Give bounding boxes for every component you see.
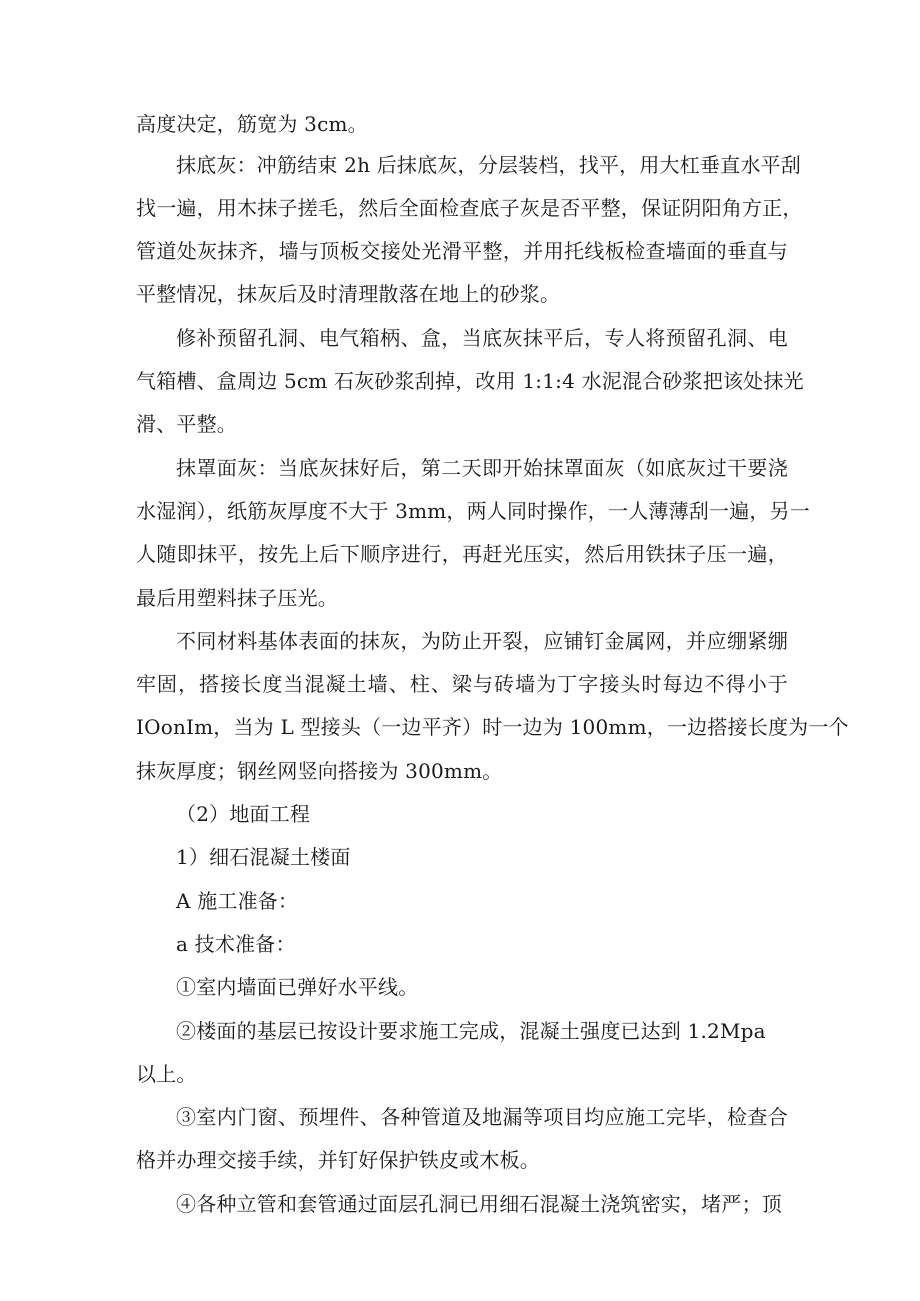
text-line: 最后用塑料抹子压光。 (136, 586, 338, 610)
text-line: 抹灰厚度；钢丝网竖向搭接为 300mm。 (136, 759, 503, 783)
item-heading: a 技术准备： (176, 932, 296, 956)
text-line: 找一遍，用木抹子搓毛，然后全面检查底子灰是否平整，保证阴阳角方正， (136, 196, 803, 220)
text-line: 格并办理交接手续，并钉好保护铁皮或木板。 (136, 1148, 540, 1172)
text-line: 滑、平整。 (136, 412, 237, 436)
text-line: 气箱槽、盒周边 5cm 石灰砂浆刮掉，改用 1:1:4 水泥混合砂浆把该处抹光 (136, 369, 804, 393)
text-line: 抹底灰：冲筋结束 2h 后抹底灰，分层装档，找平，用大杠垂直水平刮 (176, 153, 801, 177)
text-line: 高度决定，筋宽为 3cm。 (136, 112, 368, 136)
section-heading: （2）地面工程 (176, 802, 311, 826)
text-line: 牢固，搭接长度当混凝土墙、柱、梁与砖墙为丁字接头时每边不得小于 (136, 672, 788, 696)
list-item: ①室内墙面已弹好水平线。 (176, 975, 419, 999)
text-line: 抹罩面灰：当底灰抹好后，第二天即开始抹罩面灰（如底灰过干要浇 (176, 456, 788, 480)
list-item: ④各种立管和套管通过面层孔洞已用细石混凝土浇筑密实，堵严；顶 (176, 1192, 782, 1216)
text-line: 人随即抹平，按先上后下顺序进行，再赶光压实，然后用铁抹子压一遍， (136, 542, 788, 566)
text-line: 以上。 (136, 1062, 197, 1086)
list-item: ②楼面的基层已按设计要求施工完成，混凝土强度已达到 1.2Mpa (176, 1019, 766, 1043)
list-item: ③室内门窗、预埋件、各种管道及地漏等项目均应施工完毕，检查合 (176, 1105, 788, 1129)
text-line: 水湿润），纸筋灰厚度不大于 3mm，两人同时操作，一人薄薄刮一遍，另一 (136, 499, 811, 523)
text-line: 修补预留孔洞、电气箱柄、盒，当底灰抹平后，专人将预留孔洞、电 (176, 326, 788, 350)
item-heading: A 施工准备： (176, 889, 299, 913)
text-line: IOonIm，当为 L 型接头（一边平齐）时一边为 100mm，一边搭接长度为一个 (136, 715, 849, 739)
text-line: 管道处灰抹齐，墙与顶板交接处光滑平整，并用托线板检查墙面的垂直与 (136, 239, 788, 263)
text-line: 平整情况，抹灰后及时清理散落在地上的砂浆。 (136, 282, 561, 306)
subsection-heading: 1）细石混凝土楼面 (176, 845, 351, 869)
text-line: 不同材料基体表面的抹灰，为防止开裂，应铺钉金属网，并应绷紧绷 (176, 629, 788, 653)
